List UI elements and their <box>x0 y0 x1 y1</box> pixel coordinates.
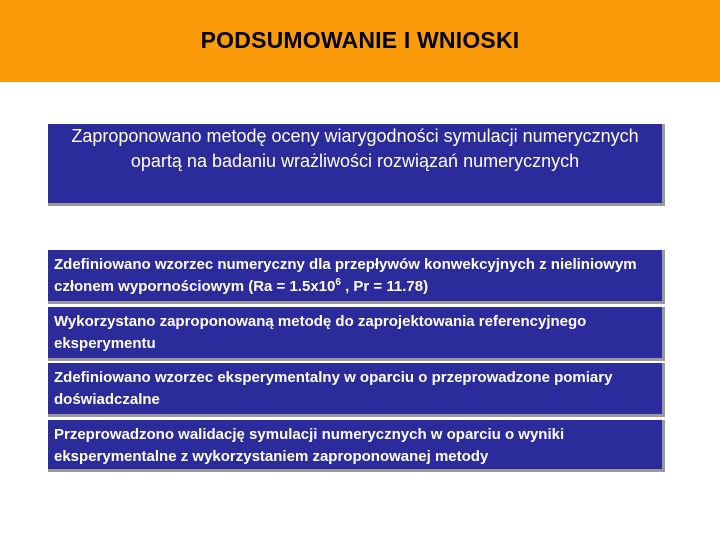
conclusion-item-4-text: Przeprowadzono walidację symulacji numerycznych w oparciu o wyniki eksperymentalne z wykorzystaniem zaproponowanej metody <box>54 426 565 465</box>
conclusion-item-1-superscript: 6 <box>335 277 341 288</box>
conclusion-item-3 <box>48 363 665 417</box>
conclusion-item-4 <box>48 420 665 472</box>
conclusion-item-3-text: Zdefiniowano wzorzec eksperymentalny w oparciu o przeprowadzone pomiary doświadczalne <box>54 369 613 408</box>
summary-text: Zaproponowano metodę oceny wiarygodności symulacji numerycznych opartą na badaniu wrażliwości rozwiązań numerycznych <box>71 126 639 171</box>
page-title: PODSUMOWANIE I WNIOSKI <box>200 27 520 53</box>
conclusion-item-1 <box>48 250 665 304</box>
conclusion-item-1-text: Zdefiniowano wzorzec numeryczny dla przepływów konwekcyjnych z nieliniowym członem wypornościowym (Ra = 1.5x10 <box>54 256 637 295</box>
conclusion-item-2 <box>48 307 665 361</box>
conclusion-item-2-text: Wykorzystano zaproponowaną metodę do zaprojektowania referencyjnego eksperymentu <box>54 313 587 352</box>
conclusion-item-1-text-end: , Pr = 11.78) <box>340 278 429 295</box>
summary-box <box>48 124 665 206</box>
